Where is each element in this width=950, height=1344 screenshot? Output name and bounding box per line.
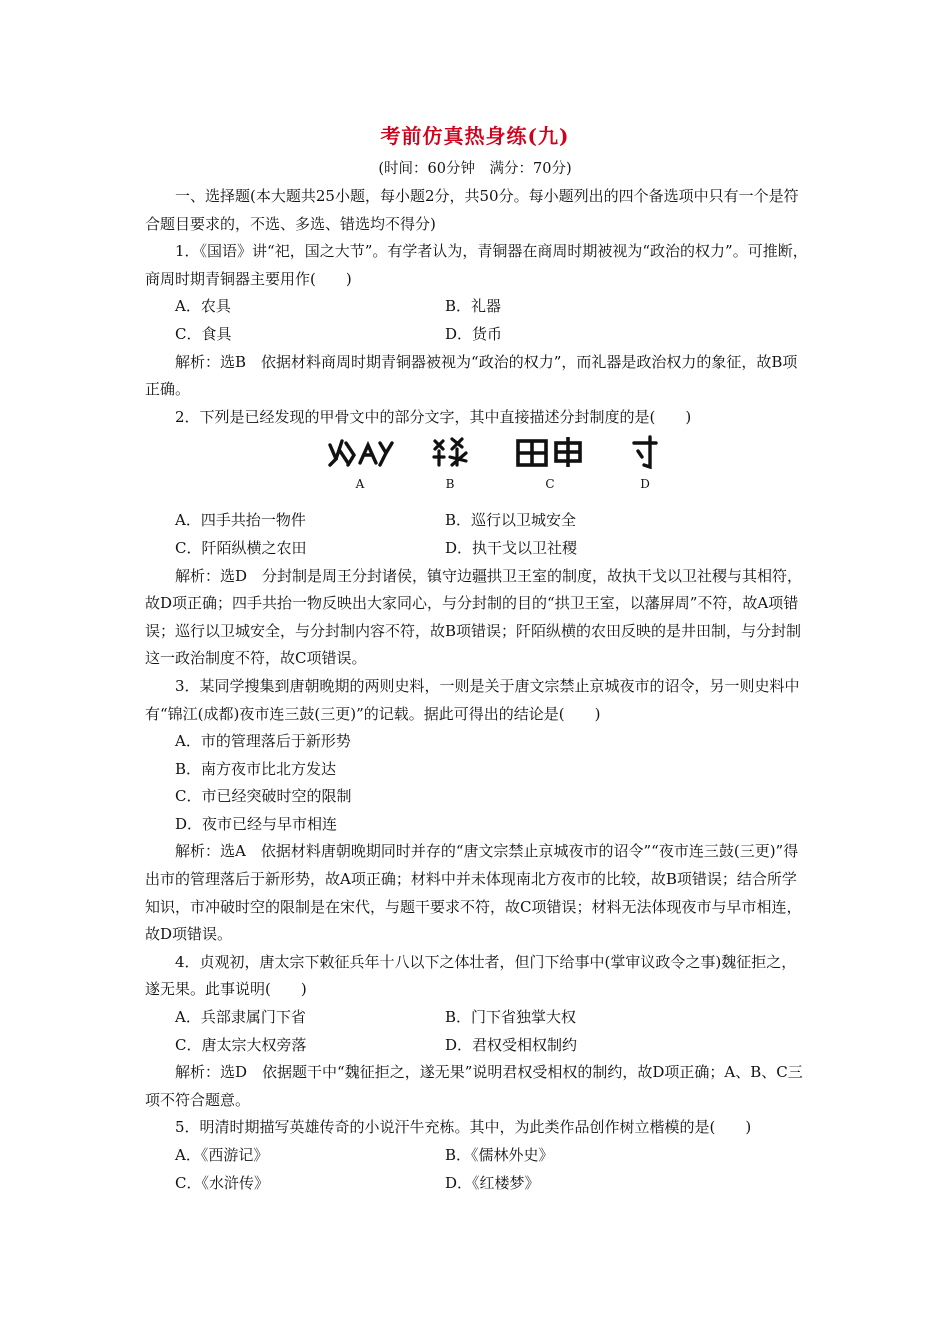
- glyph-a: [320, 435, 400, 491]
- option-b: B．《儒林外史》: [445, 1146, 554, 1164]
- question-3-stem: 3．某同学搜集到唐朝晚期的两则史料，一则是关于唐文宗禁止京城夜市的诏令，另一则史料中有“锦江(成都)夜市连三鼓(三更)”的记载。据此可得出的结论是( ): [145, 676, 800, 723]
- question-1-stem: 1．《国语》讲“祀，国之大节”。有学者认为，青铜器在商周时期被视为“政治的权力”。可推断，商周时期青铜器主要用作( ): [145, 242, 808, 288]
- option-d: D．《红楼梦》: [445, 1173, 540, 1192]
- option-d: D．君权受相权制约: [445, 1035, 578, 1054]
- option-a: A．农具: [175, 297, 231, 316]
- option-b: B．门下省独掌大权: [445, 1008, 577, 1027]
- glyph-label-d: D: [640, 477, 650, 492]
- glyph-b: [410, 435, 490, 491]
- question-2-analysis: 解析：选D 分封制是周王分封诸侯，镇守边疆拱卫王室的制度，故执干戈以卫社稷与其相符，故D项正确；四手共抬一物反映出大家同心，与分封制的目的“拱卫王室，以藩屏周”不符，故A项错误；巡行以卫城安全，与分封制内容不符，故B项错误；阡陌纵横的农田反映的是井田制，与分封制这一政治制度不符，故C项错误。: [145, 566, 803, 668]
- option-d: D．货币: [445, 324, 503, 343]
- option-c: C．市已经突破时空的限制: [175, 787, 352, 806]
- option-c: C．唐太宗大权旁落: [175, 1035, 307, 1054]
- oracle-glyph-weapon-icon: [630, 435, 660, 469]
- option-b: B．南方夜市比北方发达: [175, 759, 337, 778]
- glyph-label-c: C: [545, 477, 555, 492]
- question-1-options-row-2: [145, 321, 810, 349]
- option-a: A．兵部隶属门下省: [175, 1008, 306, 1027]
- question-5-stem: 5．明清时期描写英雄传奇的小说汗牛充栋。其中，为此类作品创作树立楷模的是( ): [175, 1118, 752, 1137]
- time-and-score: (时间：60分钟 满分：70分): [378, 161, 572, 177]
- section-intro: 一、选择题(本大题共25小题，每小题2分，共50分。每小题列出的四个备选项中只有一个是符合题目要求的，不选、多选、错选均不得分): [145, 187, 799, 233]
- question-4-options-row-2: [145, 1032, 810, 1060]
- question-4-options-row-1: [145, 1004, 810, 1032]
- oracle-glyph-field-icon: [514, 435, 586, 469]
- oracle-glyph-patrol-icon: [430, 435, 470, 469]
- option-b: B．礼器: [445, 297, 502, 316]
- option-c: C．《水浒传》: [175, 1173, 269, 1192]
- question-3-analysis: 解析：选A 依据材料唐朝晚期同时并存的“唐文宗禁止京城夜市的诏令”“夜市连三鼓(三更)”得出市的管理落后于新形势，故A项正确；材料中并未体现南北方夜市的比较，故B项错误；结合所学知识，市冲破时空的限制是在宋代，与题干要求不符，故C项错误；材料无法体现夜市与早市相连，故D项错误。: [145, 842, 802, 944]
- question-5-options-row-2: [145, 1170, 810, 1198]
- question-1-analysis: 解析：选B 依据材料商周时期青铜器被视为“政治的权力”，而礼器是政治权力的象征，故B项正确。: [145, 352, 798, 399]
- glyph-label-b: B: [445, 477, 455, 492]
- option-a: A．市的管理落后于新形势: [175, 732, 351, 751]
- question-1-options-row-1: [145, 293, 810, 321]
- oracle-glyph-four-hands-icon: [324, 435, 396, 469]
- question-5-options-row-1: [145, 1142, 810, 1170]
- option-d: D．执干戈以卫社稷: [445, 538, 578, 557]
- option-c: C．阡陌纵横之农田: [175, 538, 307, 557]
- glyph-label-a: A: [355, 477, 365, 492]
- option-d: D．夜市已经与早市相连: [175, 814, 338, 833]
- question-2-stem: 2．下列是已经发现的甲骨文中的部分文字，其中直接描述分封制度的是( ): [175, 407, 692, 426]
- option-a: A．四手共抬一物件: [175, 511, 306, 530]
- question-content: [145, 183, 810, 1197]
- option-b: B．巡行以卫城安全: [445, 511, 577, 530]
- question-2-options-row-1: [145, 507, 810, 535]
- question-4-stem: 4．贞观初，唐太宗下敕征兵年十八以下之体壮者，但门下给事中(掌审议政令之事)魏征拒之，遂无果。此事说明( ): [145, 952, 797, 999]
- option-a: A．《西游记》: [175, 1146, 269, 1164]
- option-c: C．食具: [175, 324, 232, 343]
- oracle-bone-glyphs: [145, 435, 810, 505]
- question-4-analysis: 解析：选D 依据题干中“魏征拒之，遂无果”说明君权受相权的制约，故D项正确；A、B、C三项不符合题意。: [145, 1063, 803, 1109]
- page-title: 考前仿真热身练(九): [380, 124, 570, 148]
- glyph-d: [605, 435, 685, 491]
- question-2-options-row-2: [145, 535, 810, 563]
- glyph-c: [510, 435, 590, 491]
